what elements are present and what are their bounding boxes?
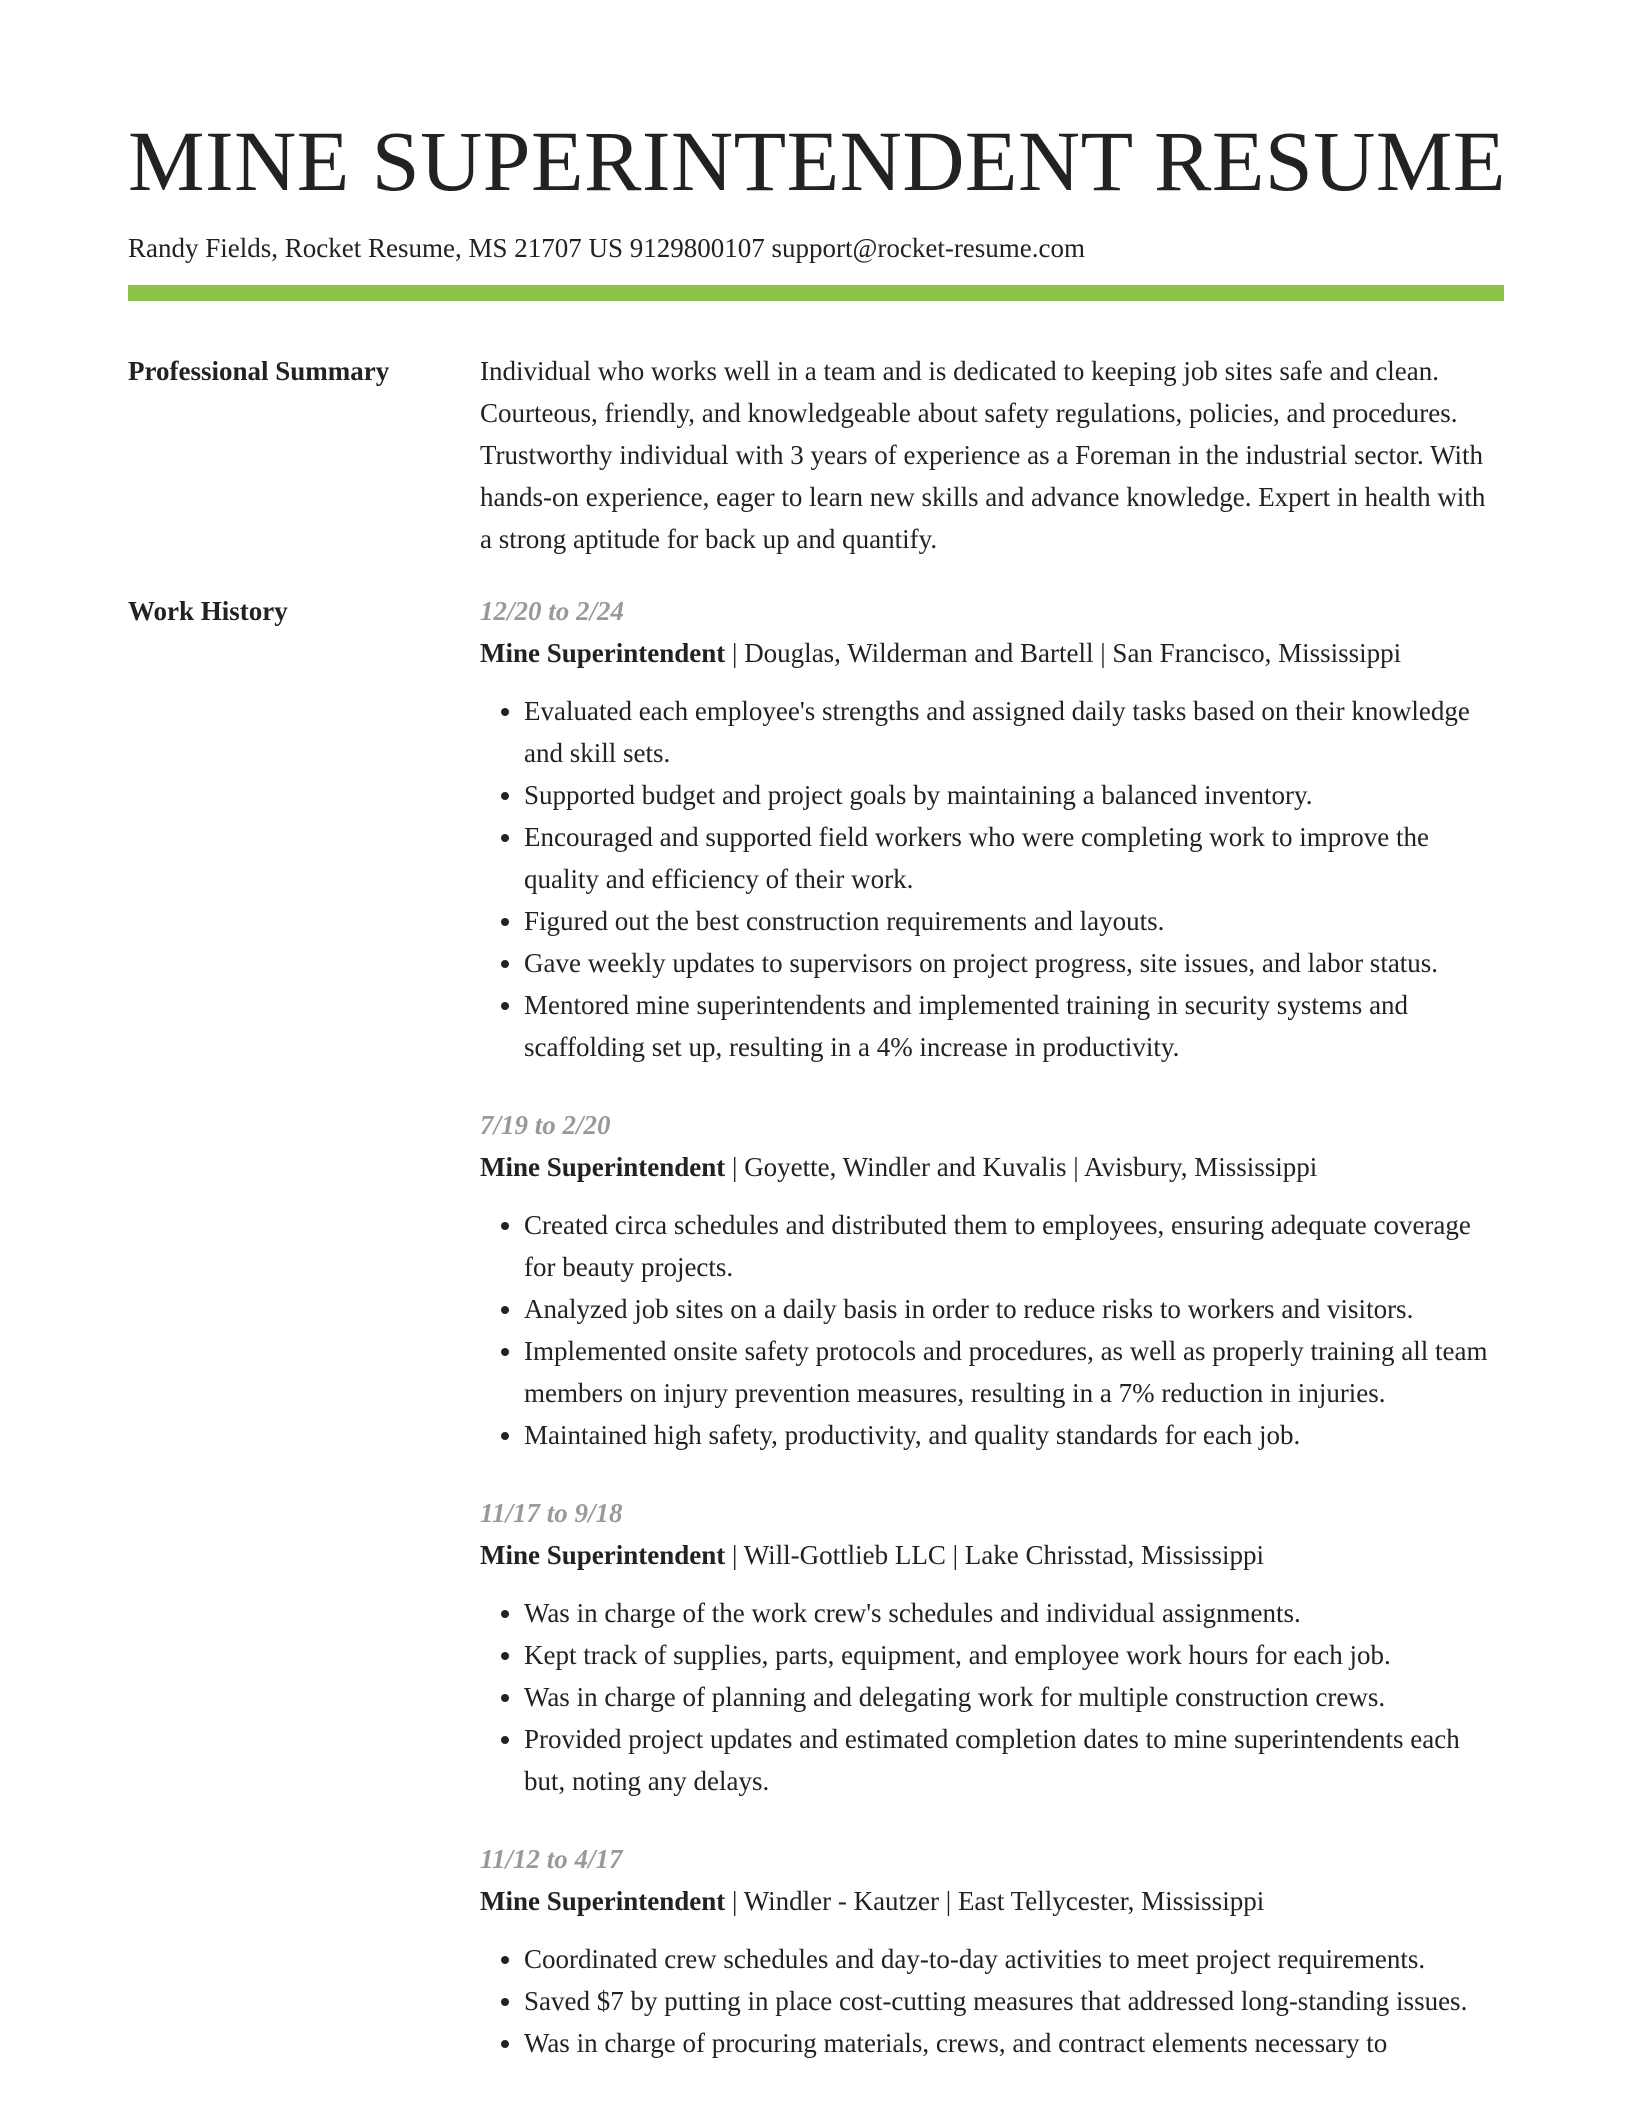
job-bullet: • Saved $7 by putting in place cost-cutting measures that addressed long-standing issues.	[524, 1980, 1504, 2022]
job-bullet: • Implemented onsite safety protocols and procedures, as well as properly training all team members on injury prevention measures, resulting in a 7% reduction in injuries.	[524, 1330, 1504, 1414]
work-history-body	[480, 590, 1504, 2100]
job-dates: 12/20 to 2/24	[480, 596, 625, 626]
job-entry	[480, 1838, 1504, 2064]
work-history-label: Work History	[128, 596, 288, 626]
job-company: Windler - Kautzer	[743, 1886, 940, 1916]
job-bullet: • Coordinated crew schedules and day-to-day activities to meet project requirements.	[524, 1938, 1504, 1980]
job-title: Mine Superintendent	[480, 1540, 726, 1570]
job-bullet: • Created circa schedules and distributed them to employees, ensuring adequate coverage for beauty projects.	[524, 1204, 1504, 1288]
job-bullet: • Was in charge of procuring materials, crews, and contract elements necessary to	[524, 2022, 1504, 2064]
job-entry	[480, 1492, 1504, 1802]
job-bullet: • Figured out the best construction requirements and layouts.	[524, 900, 1504, 942]
job-bullet: • Provided project updates and estimated completion dates to mine superintendents each but, noting any delays.	[524, 1718, 1504, 1802]
job-bullets	[480, 1204, 1504, 1456]
job-entry	[480, 1104, 1504, 1456]
job-location: Avisbury, Mississippi	[1083, 1152, 1318, 1182]
job-location: East Tellycester, Mississippi	[957, 1886, 1265, 1916]
job-bullets	[480, 1592, 1504, 1802]
job-heading: Mine Superintendent | Windler - Kautzer | East Tellycester, Mississippi	[480, 1886, 1265, 1916]
job-location: Lake Chrisstad, Mississippi	[964, 1540, 1265, 1570]
job-location: San Francisco, Mississippi	[1112, 638, 1402, 668]
job-bullets	[480, 690, 1504, 1068]
job-bullet: • Supported budget and project goals by maintaining a balanced inventory.	[524, 774, 1504, 816]
job-dates: 11/17 to 9/18	[480, 1498, 623, 1528]
job-bullet: • Was in charge of the work crew's schedules and individual assignments.	[524, 1592, 1504, 1634]
contact-line: Randy Fields, Rocket Resume, MS 21707 US 9129800107 support@rocket-resume.com	[128, 233, 1086, 263]
job-heading: Mine Superintendent | Goyette, Windler and Kuvalis | Avisbury, Mississippi	[480, 1152, 1318, 1182]
job-bullet: • Mentored mine superintendents and implemented training in security systems and scaffolding set up, resulting in a 4% increase in productivity.	[524, 984, 1504, 1068]
job-bullet: • Analyzed job sites on a daily basis in order to reduce risks to workers and visitors.	[524, 1288, 1504, 1330]
job-company: Will-Gottlieb LLC	[743, 1540, 946, 1570]
summary-body	[480, 350, 1504, 560]
job-bullet: • Evaluated each employee's strengths and assigned daily tasks based on their knowledge and skill sets.	[524, 690, 1504, 774]
job-bullet: • Kept track of supplies, parts, equipment, and employee work hours for each job.	[524, 1634, 1504, 1676]
job-dates: 7/19 to 2/20	[480, 1110, 611, 1140]
job-dates: 11/12 to 4/17	[480, 1844, 623, 1874]
job-bullet: • Gave weekly updates to supervisors on project progress, site issues, and labor status.	[524, 942, 1504, 984]
job-title: Mine Superintendent	[480, 1152, 726, 1182]
header-divider	[128, 285, 1504, 301]
job-title: Mine Superintendent	[480, 638, 726, 668]
job-entry	[480, 590, 1504, 1068]
job-bullet: • Encouraged and supported field workers who were completing work to improve the quality and efficiency of their work.	[524, 816, 1504, 900]
summary-label: Professional Summary	[128, 356, 390, 386]
job-company: Goyette, Windler and Kuvalis	[744, 1152, 1067, 1182]
job-heading: Mine Superintendent | Douglas, Wilderman and Bartell | San Francisco, Mississippi	[480, 638, 1402, 668]
job-bullet: • Was in charge of planning and delegating work for multiple construction crews.	[524, 1676, 1504, 1718]
job-company: Douglas, Wilderman and Bartell	[744, 638, 1094, 668]
job-title: Mine Superintendent	[480, 1886, 726, 1916]
job-heading: Mine Superintendent | Will-Gottlieb LLC | Lake Chrisstad, Mississippi	[480, 1540, 1265, 1570]
job-bullet: • Maintained high safety, productivity, and quality standards for each job.	[524, 1414, 1504, 1456]
job-bullets	[480, 1938, 1504, 2064]
resume-title: MINE SUPERINTENDENT RESUME	[128, 113, 1506, 209]
summary-text: Individual who works well in a team and is dedicated to keeping job sites safe and clean. Courteous, friendly, and knowledgeable about safety regulations, policies, and procedures. Trustworthy individual with 3 years of experience as a Foreman in the industrial sector. With hands-on experience, eager to learn new skills and advance knowledge. Expert in health with a strong aptitude for back up and quantify.	[480, 356, 1486, 554]
